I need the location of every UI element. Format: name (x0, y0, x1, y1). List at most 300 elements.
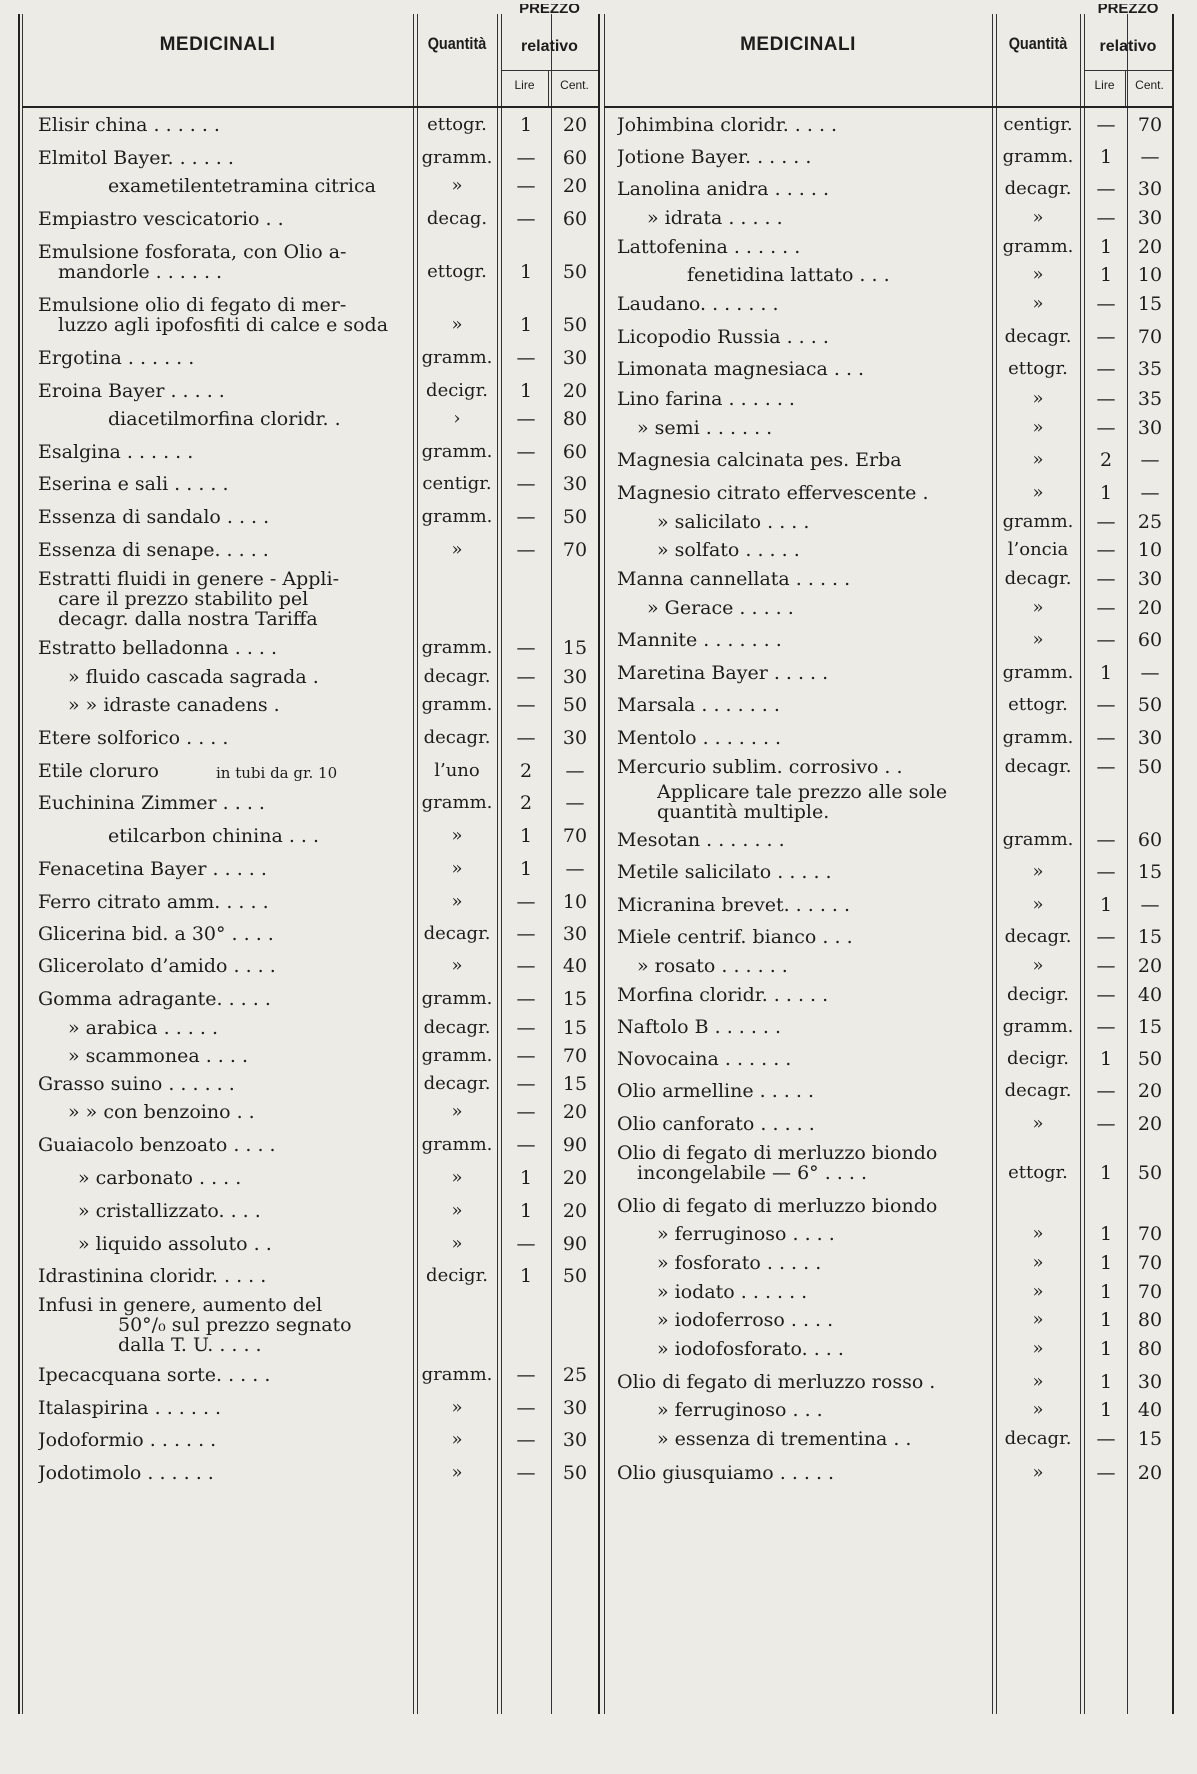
cent-cell: — (565, 760, 585, 782)
lire-cell: — (516, 727, 536, 749)
cent-cell: 15 (562, 1017, 588, 1039)
medicine-name: » iodoferroso . . . . (657, 1309, 834, 1331)
cent-cell: 50 (1137, 1048, 1163, 1070)
rule-qty-right (992, 14, 993, 1714)
cent-cell: 70 (562, 539, 588, 561)
quantity-cell: gramm. (421, 441, 493, 462)
quantity-cell: » (1032, 1252, 1044, 1273)
lire-cell: — (516, 506, 536, 528)
lire-cell: — (1096, 984, 1116, 1006)
cent-cell: 15 (562, 988, 588, 1010)
cent-cell: 20 (562, 1200, 588, 1222)
cent-cell: 30 (562, 923, 588, 945)
quantity-cell: decagr. (1004, 1080, 1072, 1101)
cent-cell: 15 (1137, 926, 1163, 948)
lire-cell: — (1096, 629, 1116, 651)
lire-cell: — (1096, 756, 1116, 778)
quantity-cell: » (451, 175, 463, 196)
medicine-name: » iodato . . . . . . (657, 1281, 808, 1303)
lire-cell: 1 (519, 380, 533, 402)
cent-cell: 70 (1137, 1223, 1163, 1245)
quantity-cell: » (1032, 207, 1044, 228)
header-rule-right (604, 106, 1172, 108)
lire-cell: 1 (1099, 482, 1113, 504)
medicine-name: care il prezzo stabilito pel (58, 588, 309, 610)
lire-cell: — (516, 988, 536, 1010)
lire-cell: — (516, 637, 536, 659)
lire-cell: 1 (519, 1167, 533, 1189)
quantity-cell: » (1032, 597, 1044, 618)
header-right-title: MEDICINALI (740, 34, 856, 55)
medicine-name: » » con benzoino . . (68, 1101, 255, 1123)
cent-cell: 60 (562, 147, 588, 169)
cent-cell: 20 (562, 175, 588, 197)
medicine-name: Mesotan . . . . . . . (617, 829, 785, 851)
medicine-name: Jodotimolo . . . . . . (38, 1462, 214, 1484)
medicine-name: Jotione Bayer. . . . . . (617, 146, 812, 168)
quantity-cell: » (451, 1233, 463, 1254)
medicine-name: Ipecacquana sorte. . . . . (38, 1364, 271, 1386)
quantity-cell: ettogr. (1008, 694, 1068, 715)
medicine-name: Esalgina . . . . . . (38, 441, 194, 463)
medicine-name: Maretina Bayer . . . . . (617, 662, 829, 684)
medicine-name: » Gerace . . . . . (647, 597, 794, 619)
medicine-name: Olio canforato . . . . . (617, 1113, 815, 1135)
rule-left-outer-2 (22, 14, 23, 1714)
medicine-name: » semi . . . . . . (637, 417, 773, 439)
medicine-name: Gomma adragante. . . . . (38, 988, 271, 1010)
quantity-cell: » (1032, 417, 1044, 438)
lire-cell: 1 (519, 261, 533, 283)
medicine-name: » fluido cascada sagrada . (68, 666, 319, 688)
medicine-name: Marsala . . . . . . . (617, 694, 780, 716)
header-rule-left (22, 106, 598, 108)
lire-cell: 1 (1099, 1281, 1113, 1303)
medicine-name: » arabica . . . . . (68, 1017, 219, 1039)
medicine-name: » essenza di trementina . . (657, 1428, 912, 1450)
lire-cell: — (1096, 861, 1116, 883)
cent-cell: 50 (562, 1265, 588, 1287)
medicine-name: Olio giusquiamo . . . . . (617, 1462, 835, 1484)
medicine-name: Magnesia calcinata pes. Erba (617, 449, 902, 471)
cent-cell: 50 (562, 694, 588, 716)
medicine-name: » carbonato . . . . (78, 1167, 242, 1189)
lire-cell: 2 (1099, 449, 1113, 471)
medicine-name: Glicerolato d’amido . . . . (38, 955, 276, 977)
medicine-name: Empiastro vescicatorio . . (38, 208, 284, 230)
medicine-name: fenetidina lattato . . . (687, 264, 890, 286)
price-split-right (1125, 70, 1126, 106)
lire-cell: — (1096, 539, 1116, 561)
rule-center-2 (604, 14, 605, 1714)
quantity-cell: decagr. (1004, 568, 1072, 589)
cent-cell: 30 (1137, 727, 1163, 749)
medicine-name: diacetilmorfina cloridr. . (108, 408, 341, 430)
cent-cell: 20 (562, 380, 588, 402)
lire-cell: — (516, 539, 536, 561)
lire-cell: — (516, 1429, 536, 1451)
quantity-cell: ettogr. (427, 261, 487, 282)
medicine-name: Fenacetina Bayer . . . . . (38, 858, 267, 880)
quantity-cell: decigr. (1007, 984, 1069, 1005)
medicine-name: » idrata . . . . . (647, 207, 783, 229)
lire-cell: 1 (1099, 1399, 1113, 1421)
quantity-cell: centigr. (1003, 114, 1073, 135)
cent-cell: 20 (1137, 1462, 1163, 1484)
lire-cell: — (516, 891, 536, 913)
quantity-cell: gramm. (421, 637, 493, 658)
cent-cell: 15 (562, 1073, 588, 1095)
cent-cell: — (565, 858, 585, 880)
medicine-name: Etere solforico . . . . (38, 727, 229, 749)
quantity-cell: gramm. (1002, 236, 1074, 257)
lire-cell: — (1096, 829, 1116, 851)
quantity-cell: gramm. (421, 792, 493, 813)
medicine-name: » cristallizzato. . . . (78, 1200, 261, 1222)
medicine-name: Emulsione fosforata, con Olio a- (38, 241, 347, 263)
quantity-cell: decagr. (1004, 326, 1072, 347)
lire-cell: — (516, 1462, 536, 1484)
cent-cell: — (1140, 146, 1160, 168)
medicine-name: Lino farina . . . . . . (617, 388, 795, 410)
cent-cell: 70 (1137, 1281, 1163, 1303)
quantity-cell: ettogr. (1008, 358, 1068, 379)
header-left-lire: Lire (514, 78, 535, 92)
lire-cell: — (1096, 1016, 1116, 1038)
cent-cell: 30 (1137, 1371, 1163, 1393)
medicine-name: Mannite . . . . . . . (617, 629, 782, 651)
rule-right-outer (1172, 14, 1174, 1714)
medicine-name: » scammonea . . . . (68, 1045, 248, 1067)
medicine-name: Ergotina . . . . . . (38, 347, 195, 369)
medicine-name: Magnesio citrato effervescente . (617, 482, 929, 504)
lire-cell: — (1096, 1462, 1116, 1484)
lire-cell: 1 (519, 1200, 533, 1222)
quantity-cell: » (1032, 894, 1044, 915)
cent-cell: 15 (1137, 861, 1163, 883)
cent-cell: 70 (1137, 326, 1163, 348)
medicine-name: Naftolo B . . . . . . (617, 1016, 782, 1038)
lire-cell: — (1096, 1080, 1116, 1102)
quantity-cell: centigr. (422, 473, 492, 494)
quantity-cell: decigr. (426, 380, 488, 401)
medicine-name: dalla T. U. . . . . (118, 1334, 262, 1356)
cent-cell: 60 (1137, 629, 1163, 651)
cent-cell: 15 (1137, 1428, 1163, 1450)
medicine-name: quantità multiple. (657, 801, 830, 823)
cent-cell: — (1140, 894, 1160, 916)
quantity-cell: » (451, 891, 463, 912)
quantity-cell: » (451, 858, 463, 879)
medicine-name: Olio di fegato di merluzzo biondo (617, 1142, 938, 1164)
quantity-cell: gramm. (421, 1045, 493, 1066)
cent-cell: 20 (1137, 236, 1163, 258)
quantity-cell: » (1032, 293, 1044, 314)
cent-cell: 30 (562, 473, 588, 495)
cent-cell: 50 (562, 261, 588, 283)
medicine-name: Elmitol Bayer. . . . . . (38, 147, 234, 169)
cent-cell: — (1140, 482, 1160, 504)
medicine-name: » ferruginoso . . . (657, 1399, 823, 1421)
quantity-cell: gramm. (421, 347, 493, 368)
medicine-name: Ferro citrato amm. . . . . (38, 891, 269, 913)
cent-cell: 60 (1137, 829, 1163, 851)
cent-cell: 10 (1137, 264, 1163, 286)
medicine-name: Jodoformio . . . . . . (38, 1429, 217, 1451)
medicine-name: Guaiacolo benzoato . . . . (38, 1134, 276, 1156)
quantity-cell: decagr. (1004, 756, 1072, 777)
cent-cell: 20 (1137, 955, 1163, 977)
quantity-cell: gramm. (421, 1134, 493, 1155)
medicine-name: » rosato . . . . . . (637, 955, 788, 977)
lire-cell: 1 (1099, 894, 1113, 916)
cent-cell: 25 (1137, 511, 1163, 533)
cent-cell: 70 (562, 825, 588, 847)
lire-cell: — (1096, 1428, 1116, 1450)
cent-cell: 30 (562, 1397, 588, 1419)
quantity-cell: decagr. (423, 727, 491, 748)
quantity-cell: gramm. (1002, 1016, 1074, 1037)
lire-cell: 1 (519, 825, 533, 847)
quantity-cell: decigr. (426, 1265, 488, 1286)
lire-cell: — (1096, 511, 1116, 533)
lire-cell: — (516, 1134, 536, 1156)
cent-cell: 35 (1137, 388, 1163, 410)
lire-cell: — (1096, 293, 1116, 315)
medicine-name: Johimbina cloridr. . . . . (617, 114, 838, 136)
lire-cell: 1 (1099, 1162, 1113, 1184)
header-right-price: PREZZO (1097, 4, 1159, 17)
quantity-cell: » (451, 1101, 463, 1122)
lire-cell: 1 (1099, 1048, 1113, 1070)
cent-cell: 40 (1137, 1399, 1163, 1421)
header-right-lire: Lire (1094, 78, 1115, 92)
medicine-name: Morfina cloridr. . . . . . (617, 984, 829, 1006)
medicine-name: Essenza di senape. . . . . (38, 539, 269, 561)
lire-cell: — (516, 1364, 536, 1386)
lire-cell: — (516, 408, 536, 430)
cent-cell: 20 (562, 1101, 588, 1123)
cent-cell: 70 (1137, 114, 1163, 136)
lire-cell: 1 (1099, 146, 1113, 168)
medicine-name: Euchinina Zimmer . . . . (38, 792, 265, 814)
lire-cell: — (516, 1045, 536, 1067)
medicine-name: Infusi in genere, aumento del (38, 1294, 323, 1316)
quantity-cell: » (451, 825, 463, 846)
cent-cell: 10 (1137, 539, 1163, 561)
lire-cell: — (1096, 694, 1116, 716)
lire-cell: — (1096, 727, 1116, 749)
medicine-name: Elisir china . . . . . . (38, 114, 220, 136)
quantity-cell: » (1032, 482, 1044, 503)
cent-cell: 20 (562, 1167, 588, 1189)
lire-cell: 1 (1099, 236, 1113, 258)
medicine-name: Mentolo . . . . . . . (617, 727, 782, 749)
quantity-cell: » (1032, 1371, 1044, 1392)
lire-cell: — (516, 1073, 536, 1095)
cent-cell: 50 (1137, 1162, 1163, 1184)
cent-cell: 50 (1137, 694, 1163, 716)
medicine-name: luzzo agli ipofosfiti di calce e soda (58, 314, 389, 336)
header-right-qty: Quantità (1008, 34, 1068, 53)
cent-cell: 70 (1137, 1252, 1163, 1274)
lire-cell: — (516, 473, 536, 495)
cent-cell: 60 (562, 441, 588, 463)
lire-cell: — (516, 694, 536, 716)
quantity-cell: decagr. (423, 1017, 491, 1038)
lire-cell: — (1096, 326, 1116, 348)
medicine-name: 50°/₀ sul prezzo segnato (118, 1314, 352, 1336)
medicine-name: Estratti fluidi in genere - Appli- (38, 568, 340, 590)
medicine-name: incongelabile — 6° . . . . (637, 1162, 867, 1184)
quantity-cell: decagr. (1004, 1428, 1072, 1449)
medicine-name: exametilentetramina citrica (108, 175, 376, 197)
quantity-cell: ettogr. (1008, 1162, 1068, 1183)
quantity-cell: » (1032, 955, 1044, 976)
quantity-cell: gramm. (1002, 727, 1074, 748)
cent-cell: 15 (562, 637, 588, 659)
quantity-cell: gramm. (421, 1364, 493, 1385)
medicine-name: Estratto belladonna . . . . (38, 637, 278, 659)
medicine-name: » iodofosforato. . . . (657, 1338, 844, 1360)
medicine-note: in tubi da gr. 10 (216, 764, 338, 782)
cent-cell: 30 (1137, 417, 1163, 439)
lire-cell: 1 (1099, 1223, 1113, 1245)
lire-cell: 1 (1099, 1252, 1113, 1274)
medicine-name: Essenza di sandalo . . . . (38, 506, 270, 528)
quantity-cell: » (1032, 449, 1044, 470)
cent-cell: — (565, 792, 585, 814)
lire-cell: — (1096, 388, 1116, 410)
quantity-cell: » (1032, 1223, 1044, 1244)
lire-cell: — (1096, 1113, 1116, 1135)
header-left-title: MEDICINALI (159, 34, 276, 55)
quantity-cell: › (453, 408, 461, 429)
lire-cell: 2 (519, 760, 533, 782)
price-sub-rule-right (1084, 70, 1172, 71)
lire-cell: 1 (519, 114, 533, 136)
cent-cell: 50 (1137, 756, 1163, 778)
quantity-cell: gramm. (1002, 511, 1074, 532)
medicine-name: Emulsione olio di fegato di mer- (38, 294, 347, 316)
medicine-name: Glicerina bid. a 30° . . . . (38, 923, 274, 945)
lire-cell: — (1096, 114, 1116, 136)
lire-cell: 1 (519, 858, 533, 880)
cent-cell: 90 (562, 1134, 588, 1156)
medicine-name: Italaspirina . . . . . . (38, 1397, 222, 1419)
medicine-name: Olio di fegato di merluzzo biondo (617, 1195, 938, 1217)
lire-cell: — (516, 175, 536, 197)
medicine-name: Metile salicilato . . . . . (617, 861, 832, 883)
quantity-cell: » (451, 1200, 463, 1221)
quantity-cell: decagr. (1004, 178, 1072, 199)
lire-cell: 1 (1099, 662, 1113, 684)
quantity-cell: » (451, 1429, 463, 1450)
cent-cell: 80 (1137, 1338, 1163, 1360)
quantity-cell: » (451, 1167, 463, 1188)
cent-cell: 15 (1137, 293, 1163, 315)
quantity-cell: decagr. (423, 923, 491, 944)
quantity-cell: l’oncia (1007, 539, 1069, 560)
cent-cell: 20 (562, 114, 588, 136)
cent-cell: 20 (1137, 597, 1163, 619)
medicine-name: Etile cloruro (38, 760, 159, 782)
medicine-name: mandorle . . . . . . (58, 261, 223, 283)
medicine-name: Olio di fegato di merluzzo rosso . (617, 1371, 936, 1393)
medicine-name: Eroina Bayer . . . . . (38, 380, 225, 402)
quantity-cell: ettogr. (427, 114, 487, 135)
quantity-cell: » (451, 955, 463, 976)
medicine-name: Laudano. . . . . . . (617, 293, 779, 315)
medicine-name: Idrastinina cloridr. . . . . (38, 1265, 267, 1287)
cent-cell: 60 (562, 208, 588, 230)
lire-cell: — (1096, 597, 1116, 619)
medicine-name: Miele centrif. bianco . . . (617, 926, 853, 948)
lire-cell: — (516, 923, 536, 945)
medicine-name: Grasso suino . . . . . . (38, 1073, 235, 1095)
cent-cell: 30 (562, 1429, 588, 1451)
quantity-cell: gramm. (1002, 146, 1074, 167)
medicine-name: » fosforato . . . . . (657, 1252, 822, 1274)
quantity-cell: » (1032, 1309, 1044, 1330)
lire-cell: — (1096, 926, 1116, 948)
lire-cell: — (516, 1233, 536, 1255)
medicine-name: » ferruginoso . . . . (657, 1223, 835, 1245)
quantity-cell: gramm. (421, 147, 493, 168)
header-right-relativo: relativo (1099, 38, 1157, 55)
medicine-name: » liquido assoluto . . (78, 1233, 272, 1255)
quantity-cell: gramm. (1002, 662, 1074, 683)
lire-cell: — (1096, 417, 1116, 439)
quantity-cell: » (1032, 629, 1044, 650)
quantity-cell: decagr. (423, 666, 491, 687)
lire-cell: — (516, 1017, 536, 1039)
quantity-cell: gramm. (1002, 829, 1074, 850)
header-left-relativo: relativo (521, 38, 578, 55)
price-split-left (548, 70, 549, 106)
cent-cell: 50 (562, 506, 588, 528)
cent-cell: 30 (562, 666, 588, 688)
quantity-cell: » (1032, 1281, 1044, 1302)
lire-cell: — (516, 147, 536, 169)
cent-cell: 30 (1137, 178, 1163, 200)
lire-cell: 1 (1099, 1371, 1113, 1393)
quantity-cell: » (451, 539, 463, 560)
lire-cell: — (516, 955, 536, 977)
lire-cell: — (516, 347, 536, 369)
quantity-cell: decigr. (1007, 1048, 1069, 1069)
lire-cell: 2 (519, 792, 533, 814)
quantity-cell: gramm. (421, 694, 493, 715)
quantity-cell: » (1032, 861, 1044, 882)
medicine-name: Applicare tale prezzo alle sole (657, 781, 948, 803)
quantity-cell: decag. (426, 208, 488, 229)
quantity-cell: l’uno (434, 760, 480, 781)
quantity-cell: gramm. (421, 506, 493, 527)
cent-cell: 40 (1137, 984, 1163, 1006)
medicine-name: decagr. dalla nostra Tariffa (58, 608, 318, 630)
lire-cell: — (1096, 178, 1116, 200)
quantity-cell: » (1032, 1113, 1044, 1134)
lire-cell: 1 (1099, 1309, 1113, 1331)
cent-cell: 80 (1137, 1309, 1163, 1331)
cent-cell: 70 (562, 1045, 588, 1067)
medicine-name: Licopodio Russia . . . . (617, 326, 829, 348)
price-sub-rule-left (501, 70, 598, 71)
header-right-cent: Cent. (1135, 78, 1164, 92)
quantity-cell: » (451, 1397, 463, 1418)
cent-cell: 30 (562, 347, 588, 369)
